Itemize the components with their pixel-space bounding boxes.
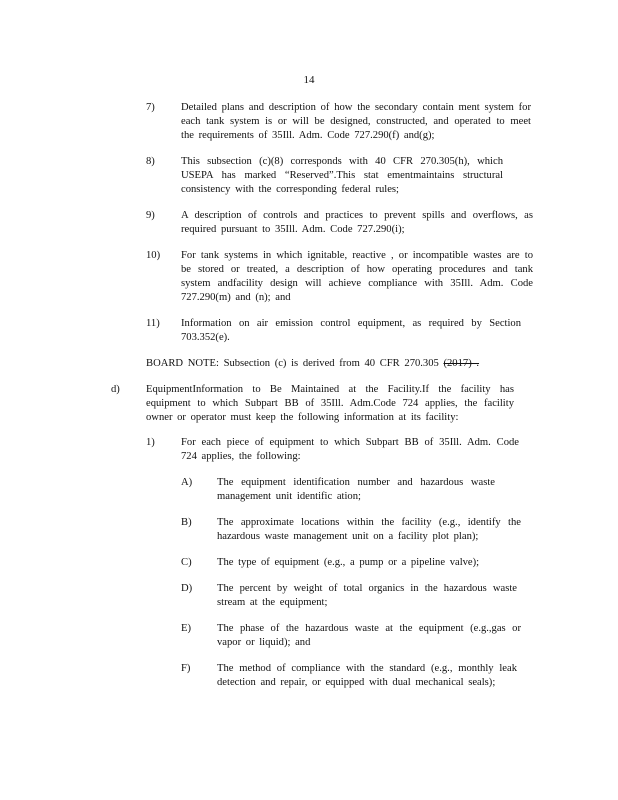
subitem-text: The approximate locations within the facility (e.g., identify the hazardous waste management unit on a facility plot plan); (217, 517, 521, 542)
item-text: A description of controls and practices to prevent spills and overflows, as required pursuant to 35Ill. Adm. Code 727.290(i); (181, 210, 533, 235)
subitem-letter: A) (181, 477, 193, 488)
subitem-letter: F) (181, 663, 191, 674)
subsection-number: 1) (146, 437, 155, 448)
board-note-struck-text: (2017) . (443, 358, 480, 369)
subitem-letter: C) (181, 557, 192, 568)
board-note-line (146, 357, 546, 371)
subitem-text: The equipment identification number and hazardous waste management unit identific ation; (217, 477, 495, 502)
item-number: 8) (146, 156, 155, 167)
subitem-text: The method of compliance with the standard (e.g., monthly leak detection and repair, or equipped with dual mechanical seals); (217, 663, 517, 688)
item-number: 7) (146, 102, 155, 113)
item-text: This subsection (c)(8) corresponds with 40 CFR 270.305(h), which USEPA has marked “Reserved”.This stat ementmaintains structural consistency with the corresponding federal rules; (181, 156, 503, 195)
item-number: 11) (146, 318, 160, 329)
subitem-text: The type of equipment (e.g., a pump or a pipeline valve); (217, 557, 480, 568)
subsection-text: For each piece of equipment to which Subpart BB of 35Ill. Adm. Code 724 applies, the following: (181, 437, 519, 462)
subitem-letter: B) (181, 517, 192, 528)
item-text: For tank systems in which ignitable, reactive , or incompatible wastes are to be stored or treated, a description of how operating procedures and tank system andfacility design will achieve compliance with 35Ill. Adm. Code 727.290(m) and (n); and (181, 250, 533, 303)
subitem-text: The percent by weight of total organics in the hazardous waste stream at the equipment; (217, 583, 517, 608)
board-note-text: BOARD NOTE: Subsection (c) is derived from 40 CFR 270.305 (146, 358, 439, 369)
item-text: Detailed plans and description of how the secondary contain ment system for each tank system is or will be designed, constructed, and operated to meet the requirements of 35Ill. Adm. Code 727.290(f) and(g); (181, 102, 531, 141)
item-number: 10) (146, 250, 161, 261)
subitem-letter: D) (181, 583, 193, 594)
page-number: 14 (303, 74, 315, 86)
subitem-text: The phase of the hazardous waste at the equipment (e.g.,gas or vapor or liquid); and (217, 623, 521, 648)
item-text: Information on air emission control equipment, as required by Section 703.352(e). (181, 318, 521, 343)
section-text: EquipmentInformation to Be Maintained at the Facility.If the facility has equipment to which Subpart BB of 35Ill. Adm.Code 724 applies, the facility owner or operator must keep the following information at its facility: (146, 384, 514, 423)
item-number: 9) (146, 210, 155, 221)
subitem-letter: E) (181, 623, 191, 634)
section-letter: d) (111, 384, 120, 395)
